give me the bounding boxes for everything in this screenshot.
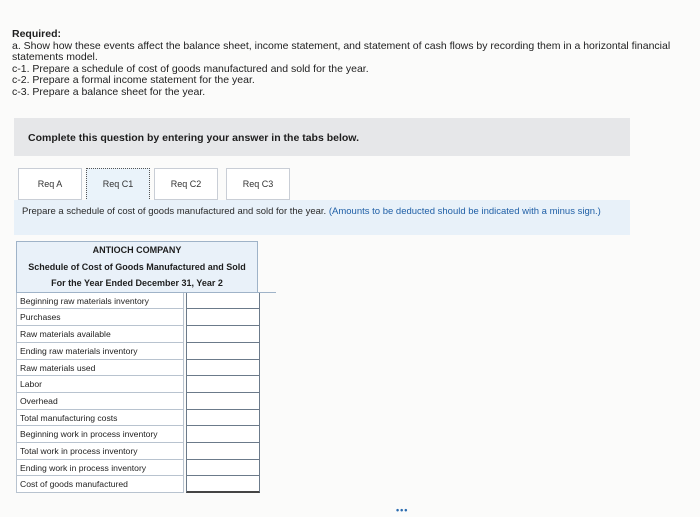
table-row	[16, 326, 276, 343]
amount-input[interactable]	[186, 343, 260, 360]
amount-input[interactable]	[186, 293, 260, 310]
instructions-banner: Complete this question by entering your answer in the tabs below.	[14, 118, 630, 156]
row-label: Purchases	[16, 309, 184, 326]
table-row	[16, 476, 276, 493]
row-label: Beginning work in process inventory	[16, 426, 184, 443]
row-label: Raw materials used	[16, 360, 184, 377]
table-row	[16, 460, 276, 477]
pagination-dots[interactable]: •••	[396, 505, 409, 515]
tab-req-c2[interactable]: Req C2	[154, 168, 218, 200]
amount-input[interactable]	[186, 376, 260, 393]
amount-input[interactable]	[186, 393, 260, 410]
amount-input[interactable]	[186, 460, 260, 477]
requirement-c1: c-1. Prepare a schedule of cost of goods manufactured and sold for the year.	[12, 62, 369, 75]
tab-req-c1[interactable]: Req C1	[86, 168, 150, 201]
required-section	[12, 29, 692, 99]
row-label: Raw materials available	[16, 326, 184, 343]
row-label: Beginning raw materials inventory	[16, 293, 184, 310]
schedule-header	[16, 241, 258, 292]
table-row	[16, 309, 276, 326]
table-row	[16, 410, 276, 427]
tab-req-a[interactable]: Req A	[18, 168, 82, 200]
amount-input[interactable]	[186, 476, 260, 493]
table-row	[16, 293, 276, 310]
tab-req-c3[interactable]: Req C3	[226, 168, 290, 200]
schedule-table	[16, 241, 276, 493]
amount-input[interactable]	[186, 309, 260, 326]
schedule-title: Schedule of Cost of Goods Manufactured and Sold	[28, 261, 246, 272]
amount-input[interactable]	[186, 443, 260, 460]
amount-input[interactable]	[186, 410, 260, 427]
pagination	[396, 505, 408, 515]
required-heading: Required:	[12, 28, 62, 40]
table-row	[16, 393, 276, 410]
row-label: Labor	[16, 376, 184, 393]
company-name: ANTIOCH COMPANY	[92, 245, 182, 255]
schedule-rows	[16, 292, 276, 493]
table-row	[16, 360, 276, 377]
amount-input[interactable]	[186, 326, 260, 343]
row-label: Total work in process inventory	[16, 443, 184, 460]
row-label: Total manufacturing costs	[16, 410, 184, 427]
row-label: Cost of goods manufactured	[16, 476, 184, 493]
row-label: Ending work in process inventory	[16, 460, 184, 477]
amount-input[interactable]	[186, 360, 260, 377]
instruction-panel	[14, 200, 630, 235]
table-row	[16, 376, 276, 393]
instruction-text: Prepare a schedule of cost of goods manufactured and sold for the year.	[22, 206, 327, 217]
schedule-period: For the Year Ended December 31, Year 2	[51, 278, 223, 289]
table-row	[16, 426, 276, 443]
table-row	[16, 443, 276, 460]
requirement-c2: c-2. Prepare a formal income statement for the year.	[12, 74, 255, 87]
table-row	[16, 343, 276, 360]
row-label: Overhead	[16, 393, 184, 410]
amount-input[interactable]	[186, 426, 260, 443]
requirement-c3: c-3. Prepare a balance sheet for the year.	[12, 85, 206, 98]
instruction-note: (Amounts to be deducted should be indicated with a minus sign.)	[328, 206, 601, 217]
requirement-a: a. Show how these events affect the balance sheet, income statement, and statement of cash flows by recording them in a horizontal financial statements model.	[12, 39, 671, 64]
row-label: Ending raw materials inventory	[16, 343, 184, 360]
